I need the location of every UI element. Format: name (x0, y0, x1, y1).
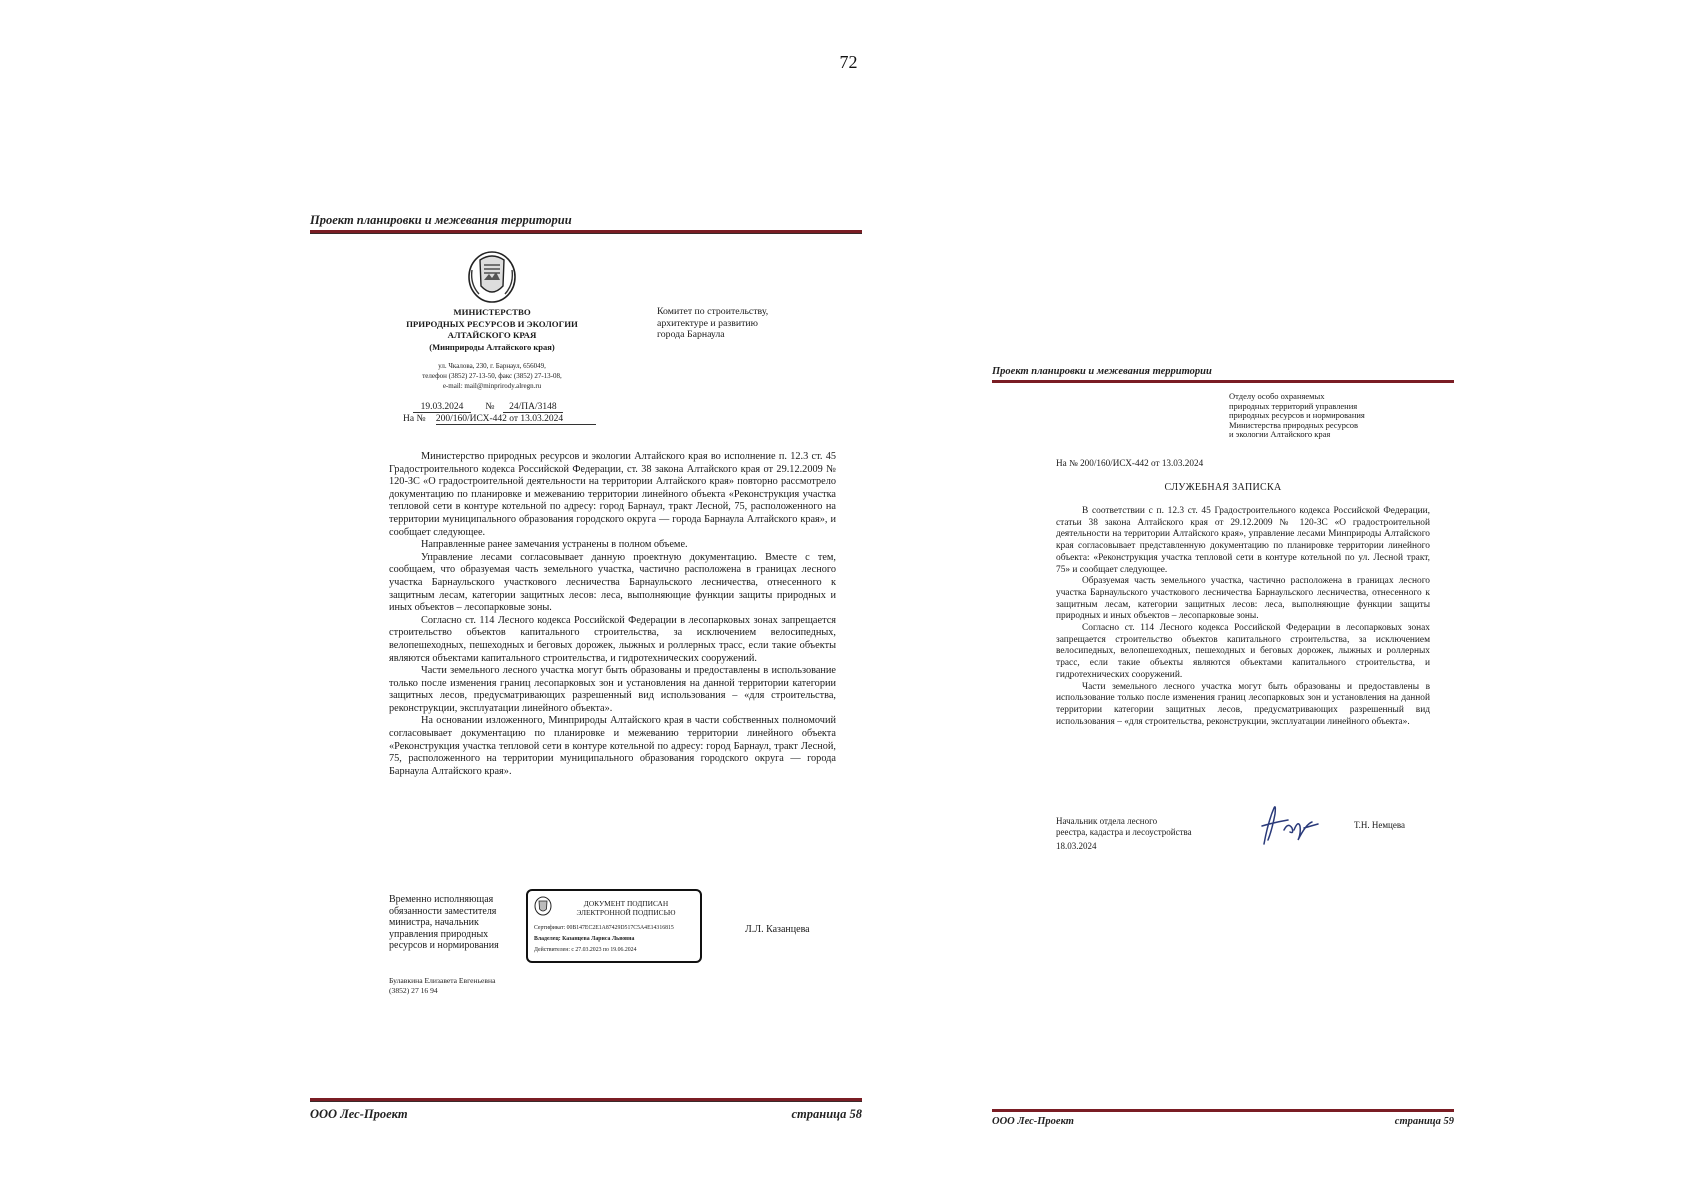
running-header: Проект планировки и межевания территории (992, 366, 1212, 377)
recipient-line: и экологии Алтайского края (1229, 429, 1331, 440)
org-line: АЛТАЙСКОГО КРАЯ (447, 330, 537, 341)
running-header: Проект планировки и межевания территории (310, 213, 572, 227)
signer-name: Т.Н. Немцева (1354, 820, 1405, 830)
reference-value: 200/160/ИСХ-442 от 13.03.2024 (436, 414, 596, 425)
org-line: ПРИРОДНЫХ РЕСУРСОВ И ЭКОЛОГИИ (406, 318, 578, 329)
memo-title: СЛУЖЕБНАЯ ЗАПИСКА (1164, 482, 1282, 493)
letter-body (389, 451, 836, 778)
stamp-title-line: ЭЛЕКТРОННОЙ ПОДПИСЬЮ (576, 908, 676, 917)
signer-role-line: ресурсов и нормирования (389, 940, 499, 952)
registration-number-label: № (485, 402, 495, 412)
reference-line (403, 414, 596, 425)
body-paragraph: На основании изложенного, Минприроды Алтайского края в части собственных полномочий согласовывает документацию по планировке и межеванию территории линейного объекта «Реконструкция участка тепловой сети в контуре котельной по адресу: город Барнаул, тракт Лесной, 75, расположенного на территории муниципального образования городского округа — города Барнаула Алтайского края». (389, 715, 836, 777)
footer-company: ООО Лес-Проект (992, 1116, 1074, 1127)
recipient-line: архитектуре и развитию (657, 317, 758, 329)
recipient-block (1229, 392, 1429, 440)
electronic-signature-stamp (526, 889, 702, 963)
recipient-line: Министерства природных ресурсов (1229, 419, 1358, 430)
footer-page-number: страница 59 (1394, 1116, 1454, 1127)
org-line: МИНИСТЕРСТВО (453, 307, 531, 317)
body-paragraph: Согласно ст. 114 Лесного кодекса Российской Федерации в лесопарковых зонах запрещается строительство объектов капитального строительства, за исключением велосипедных, велопешеходных, пешеходных и беговых дорожек, лыжных и роллерных трасс, если такие объекты являются объектами капитального строительства, и гидротехнических сооружений. (1056, 623, 1430, 680)
signer-name: Л.Л. Казанцева (745, 924, 810, 935)
reference-line: На № 200/160/ИСХ-442 от 13.03.2024 (1056, 458, 1204, 468)
stamp-emblem-icon (534, 896, 552, 916)
org-abbreviation: (Минприроды Алтайского края) (429, 341, 555, 352)
footer-page-number: страница 58 (791, 1107, 862, 1121)
registration-number: 24/ПА/3148 (503, 402, 563, 413)
body-paragraph: Согласно ст. 114 Лесного кодекса Российской Федерации в лесопарковых зонах запрещается строительство объектов капитального строительства, за исключением велосипедных, велопешеходных, пешеходных и беговых дорожек, лыжных и роллерных трасс, если такие объекты являются объектами капитального строительства, и гидротехнических сооружений. (389, 614, 836, 664)
reference-label: На № (403, 414, 426, 424)
body-paragraph: Управление лесами согласовывает данную проектную документацию. Вместе с тем, сообщаем, что образуемая часть земельного участка, частично расположена в границах лесного участка Барнаульского участкового лесничества Барнаульского лесничества, отнесенного к защитным лесам, категории защитных лесов: леса, выполняющие функции защиты природных и иных объектов – лесопарковые зоны. (389, 551, 836, 614)
running-footer (992, 1116, 1454, 1127)
body-paragraph: Направленные ранее замечания устранены в полном объеме. (421, 539, 688, 551)
page-number: 72 (839, 52, 858, 72)
footer-rule (992, 1109, 1454, 1112)
recipient-line: Комитет по строительству, (657, 306, 769, 317)
signer-role-line: реестра, кадастра и лесоустройства (1056, 826, 1192, 837)
stamp-certificate: Сертификат: 00B147EC2E1A87429D517C5A4E14316815 (534, 925, 674, 931)
address-line: e-mail: mail@minprirody.alregn.ru (442, 382, 542, 390)
footer-company: ООО Лес-Проект (310, 1107, 408, 1121)
recipient-line: природных ресурсов и нормирования (1229, 410, 1365, 421)
right-document-page (992, 366, 1454, 1134)
ministry-name-block (396, 307, 588, 353)
header-rule (992, 380, 1454, 383)
recipient-line: природных территорий управления (1229, 400, 1358, 411)
handwritten-signature (1254, 800, 1322, 848)
recipient-block (657, 306, 837, 341)
signer-role-line: Временно исполняющая (389, 894, 494, 905)
left-document-page (310, 213, 862, 1125)
header-rule (310, 230, 862, 234)
registration-line (413, 402, 563, 413)
running-footer (310, 1107, 862, 1122)
footer-rule (310, 1098, 862, 1102)
registration-date: 19.03.2024 (413, 402, 471, 413)
memo-body (1056, 506, 1430, 728)
address-line: ул. Чкалова, 230, г. Барнаул, 656049, (438, 362, 546, 370)
body-paragraph: Части земельного лесного участка могут быть образованы и предоставлены в использование только после изменения границ лесопарковых зон и установления на данной территории категории защитных лесов, предусматривающих разрешенный вид использования – «для строительства, реконструкции, эксплуатации линейного объекта». (1056, 681, 1430, 727)
stamp-title-line: ДОКУМЕНТ ПОДПИСАН (583, 899, 669, 908)
ministry-address (396, 361, 588, 391)
executor-name: Булавкина Елизавета Евгеньевна (389, 976, 496, 985)
signer-role-line: Начальник отдела лесного (1056, 816, 1158, 826)
signer-date: 18.03.2024 (1056, 841, 1097, 851)
stamp-owner: Владелец: Казанцева Лариса Львовна (534, 936, 635, 942)
stamp-validity: Действителен: с 27.03.2023 по 19.06.2024 (534, 947, 637, 953)
executor-phone: (3852) 27 16 94 (389, 986, 438, 995)
signer-role (1056, 816, 1192, 837)
recipient-line: города Барнаула (657, 329, 725, 340)
signer-role-line: управления природных (389, 928, 489, 940)
address-line: телефон (3852) 27-13-50, факс (3852) 27-13-08, (422, 372, 562, 380)
signer-role (389, 894, 519, 952)
recipient-line: Отделу особо охраняемых (1229, 391, 1325, 401)
body-paragraph: Части земельного лесного участка могут быть образованы и предоставлены в использование только после изменения границ лесопарковых зон и установления на данной территории категории защитных лесов, предусматривающих разрешенный вид использования – «для строительства, реконструкции, эксплуатации линейного объекта». (389, 665, 836, 714)
body-paragraph: Министерство природных ресурсов и экологии Алтайского края во исполнение п. 12.3 ст. 45 Градостроительного кодекса Российской Федерации, ст. 38 закона Алтайского края от 29.12.2009 № 120-ЗС «О градостроительной деятельности на территории Алтайского края» повторно рассмотрело документацию по планировке и межеванию территории линейного объекта «Реконструкция участка тепловой сети в контуре котельной по адресу: город Барнаул, тракт Лесной, 75, расположенного на территории муниципального образования городского округа — города Барнаула Алтайского края», и сообщает следующее. (389, 451, 836, 538)
signer-role-line: министра, начальник (389, 917, 479, 929)
stamp-title (558, 899, 694, 917)
coat-of-arms-emblem (467, 250, 517, 304)
body-paragraph: В соответствии с п. 12.3 ст. 45 Градостроительного кодекса Российской Федерации, статьи 38 закона Алтайского края от 29.12.2009 № 120-ЗС «О градостроительной деятельности на территории Алтайского края», управление лесами Минприроды Алтайского края согласовывает представленную документацию по планировке территории линейного объекта: «Реконструкция участка тепловой сети в контуре котельной по ул. Лесной тракт, 75» и сообщает следующее. (1056, 506, 1430, 575)
body-paragraph: Образуемая часть земельного участка, частично расположена в границах лесного участка Барнаульского участкового лесничества Барнаульского лесничества, отнесенного к защитным лесам, категории защитных лесов: леса, выполняющие функции защиты природных и иных объектов – лесопарковые зоны. (1056, 576, 1430, 622)
executor-block (389, 976, 495, 996)
signer-role-line: обязанности заместителя (389, 905, 497, 917)
